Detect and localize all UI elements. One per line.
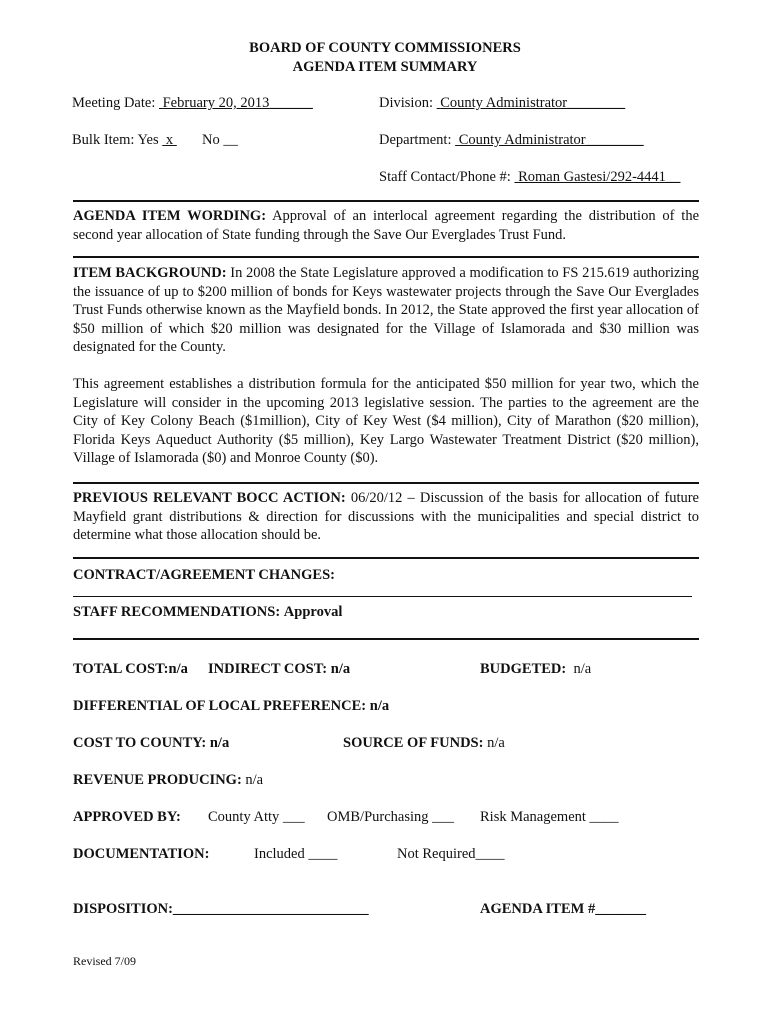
contract-changes-label: CONTRACT/AGREEMENT CHANGES: [73, 567, 335, 583]
differential-value: n/a [369, 698, 390, 714]
documentation-not-required: Not Required____ [397, 846, 505, 862]
budgeted-label: BUDGETED: [480, 661, 567, 677]
meeting-date-field [72, 94, 313, 113]
agenda-item-wording-text: Approval of an interlocal agreement regarding the distribution of the second year allocation of State funding through the Save Our Everglades Trust Fund. [73, 208, 700, 243]
department-label: Department: [379, 132, 452, 148]
staff-contact-label: Staff Contact/Phone #: [379, 169, 511, 185]
revenue-producing-value: n/a [245, 772, 264, 788]
bulk-yes-value: x [165, 132, 174, 148]
budgeted-field [480, 660, 591, 679]
board-title: BOARD OF COUNTY COMMISSIONERS [249, 40, 521, 56]
budgeted-value: n/a [573, 661, 592, 677]
indirect-cost-field [208, 660, 350, 679]
agenda-item-wording [73, 207, 699, 244]
section-divider [73, 482, 699, 484]
previous-bocc-action [73, 489, 699, 545]
cost-to-county-label: COST TO COUNTY: [73, 735, 207, 751]
disposition-label: DISPOSITION: [73, 901, 173, 917]
differential-local-preference [73, 697, 389, 716]
total-cost-value: n/a [168, 661, 188, 677]
staff-recommendations [73, 603, 342, 622]
staff-recommendations-label: STAFF RECOMMENDATIONS: [73, 604, 281, 620]
section-divider [73, 200, 699, 202]
division-field [379, 94, 625, 113]
staff-recommendations-value: Approval [283, 604, 343, 620]
contract-changes-line [73, 596, 692, 597]
approved-by-label: APPROVED BY: [73, 809, 181, 825]
section-divider [73, 557, 699, 559]
item-background [73, 264, 699, 357]
source-of-funds-field [343, 734, 505, 753]
division-value: County Administrator________ [440, 95, 626, 111]
bulk-no-blank: __ [223, 132, 238, 148]
bulk-item-label: Bulk Item: [72, 132, 135, 148]
staff-contact-field [379, 168, 680, 187]
summary-title: AGENDA ITEM SUMMARY [292, 59, 478, 75]
item-background-paragraph-2: This agreement establishes a distribution formula for the anticipated $50 million for year two, which the Legislature will consider in the upcoming 2013 legislative session. The parties to the agreement are the City of Key Colony Beach ($1million), City of Key West ($4 million), City of Marathon ($20 million), Florida Keys Aqueduct Authority ($5 million), Key Largo Wastewater Treatment District ($20 million), Village of Islamorada ($0) and Monroe County ($0). [73, 376, 699, 466]
total-cost-field [73, 660, 188, 679]
source-of-funds-value: n/a [487, 735, 505, 751]
total-cost-label: TOTAL COST: [73, 661, 169, 677]
cost-to-county-value: n/a [209, 735, 230, 751]
item-background-text: In 2008 the State Legislature approved a modification to FS 215.619 authorizing the issuance of up to $200 million of bonds for Keys wastewater projects through the Save Our Everglades Trust Funds otherwise known as the Mayfield bonds. In 2012, the State approved the first year allocation of $50 million of which $20 million was designated for the Village of Islamorada and $30 million was designated for the County. [73, 265, 699, 355]
revised-date: Revised 7/09 [73, 954, 136, 968]
agenda-item-wording-label: AGENDA ITEM WORDING: [73, 208, 267, 224]
disposition-blank: ___________________________ [172, 901, 369, 917]
division-label: Division: [379, 95, 433, 111]
agenda-item-number-field [480, 900, 646, 919]
section-divider [73, 638, 699, 640]
source-of-funds-label: SOURCE OF FUNDS: [343, 735, 484, 751]
agenda-item-number-label: AGENDA ITEM # [480, 901, 596, 917]
indirect-cost-label: INDIRECT COST: [208, 661, 328, 677]
documentation-included: Included ____ [254, 846, 338, 862]
approved-omb-purchasing: OMB/Purchasing ___ [327, 809, 454, 825]
indirect-cost-value: n/a [330, 661, 351, 677]
department-value: County Administrator________ [458, 132, 644, 148]
approved-county-atty: County Atty ___ [208, 809, 305, 825]
approved-risk-management: Risk Management ____ [480, 809, 619, 825]
agenda-item-number-blank: _______ [595, 901, 646, 917]
item-background-label: ITEM BACKGROUND: [73, 265, 227, 281]
revenue-producing-field [73, 771, 263, 790]
bulk-item-field [72, 131, 238, 150]
cost-to-county-field [73, 734, 229, 753]
section-divider [73, 256, 699, 258]
meeting-date-label: Meeting Date: [72, 95, 156, 111]
meeting-date-value: February 20, 2013______ [162, 95, 313, 111]
documentation-label: DOCUMENTATION: [73, 846, 210, 862]
department-field [379, 131, 644, 150]
differential-label: DIFFERENTIAL OF LOCAL PREFERENCE: [73, 698, 367, 714]
disposition-field [73, 900, 369, 919]
bulk-yes-label: Yes [137, 132, 159, 148]
previous-bocc-action-label: PREVIOUS RELEVANT BOCC ACTION: [73, 490, 346, 506]
previous-bocc-action-text: 06/20/12 – Discussion of the basis for allocation of future Mayfield grant distributions & direction for discussions with the municipalities and special district to determine what those allocation should be. [73, 490, 699, 543]
revenue-producing-label: REVENUE PRODUCING: [73, 772, 242, 788]
staff-contact-value: Roman Gastesi/292-4441__ [518, 169, 681, 185]
bulk-no-label: No [202, 132, 220, 148]
